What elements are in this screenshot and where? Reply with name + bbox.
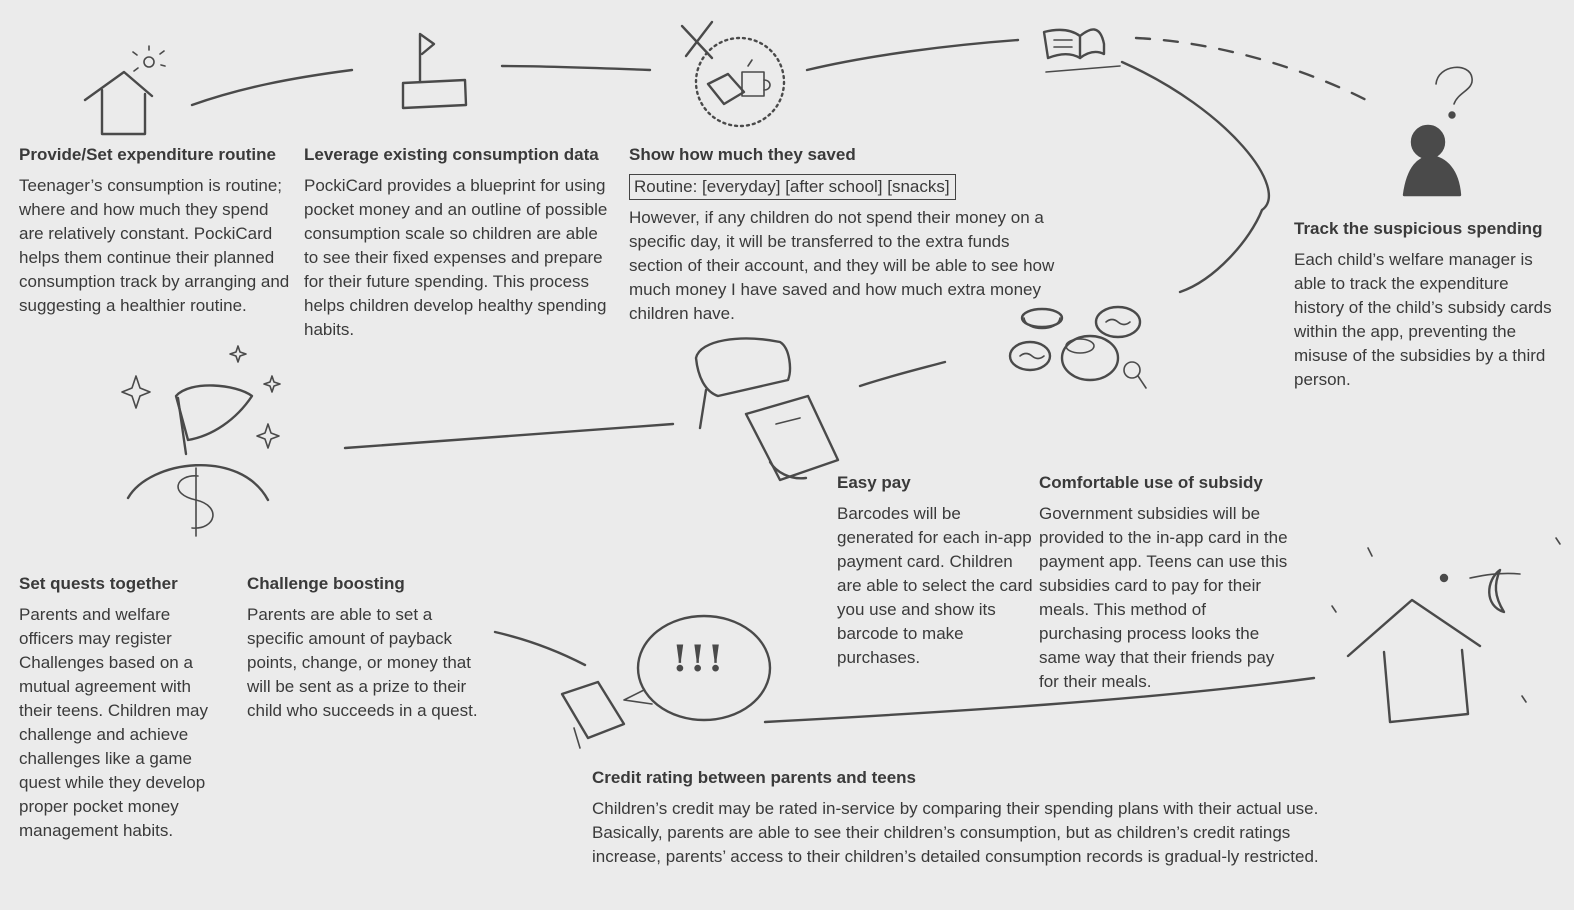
step-body: However, if any children do not spend their money on a specific day, it will be transferred to the extra funds section of their account, and they will be able to see how much money I have saved and how much extra money children have. bbox=[629, 208, 1055, 323]
wallet-card-icon bbox=[696, 339, 838, 480]
house-sun-icon bbox=[85, 46, 165, 134]
step-provide bbox=[19, 145, 294, 318]
step-subsidy bbox=[1039, 473, 1289, 694]
step-title: Challenge boosting bbox=[247, 574, 405, 593]
step-leverage bbox=[304, 145, 614, 342]
step-title: Comfortable use of subsidy bbox=[1039, 473, 1263, 492]
step-track bbox=[1294, 219, 1562, 392]
person-question-icon bbox=[1404, 67, 1472, 195]
connector-line bbox=[495, 632, 585, 665]
step-title: Show how much they saved bbox=[629, 145, 856, 164]
step-saved bbox=[629, 145, 1059, 326]
connector-line bbox=[860, 362, 945, 386]
connector-line bbox=[807, 40, 1018, 70]
exclamation-marks: !!! bbox=[672, 638, 726, 680]
connector-line bbox=[1136, 38, 1374, 104]
routine-tag: Routine: [everyday] [after school] [snacks] bbox=[629, 174, 956, 200]
book-icon bbox=[1044, 29, 1120, 72]
step-easypay bbox=[837, 473, 1033, 670]
step-body: Government subsidies will be provided to the in-app card in the payment app. Teens can use this subsidies card to pay for their meals. This method of purchasing process looks the same way that their friends pay for their meals. bbox=[1039, 504, 1288, 691]
step-title: Provide/Set expenditure routine bbox=[19, 145, 276, 164]
step-boosting bbox=[247, 574, 487, 723]
step-title: Leverage existing consumption data bbox=[304, 145, 599, 164]
step-quests bbox=[19, 574, 224, 843]
flag-icon bbox=[403, 34, 466, 108]
step-body: Parents and welfare officers may register Challenges based on a mutual agreement with their teens. Children may challenge and achieve challenges like a game quest while they develop proper pocket money management habits. bbox=[19, 605, 208, 840]
connector-line bbox=[192, 70, 352, 105]
step-body: Each child’s welfare manager is able to track the expenditure history of the child’s subsidy cards within the app, preventing the misuse of the subsidies by a third person. bbox=[1294, 250, 1552, 389]
house-moon-icon bbox=[1332, 538, 1560, 722]
step-body: Teenager’s consumption is routine; where and how much they spend are relatively constant. PockiCard helps them continue their planned consumption track by arranging and suggesting a healthier routine. bbox=[19, 176, 290, 315]
snacks-icon bbox=[682, 22, 784, 126]
step-title: Track the suspicious spending bbox=[1294, 219, 1543, 238]
quest-medal-icon bbox=[122, 346, 280, 536]
step-title: Easy pay bbox=[837, 473, 911, 492]
step-body: Barcodes will be generated for each in-app payment card. Children are able to select the card you use and show its barcode to make purchases. bbox=[837, 504, 1033, 667]
step-body: PockiCard provides a blueprint for using pocket money and an outline of possible consumption scale so children are able to see their fixed expenses and prepare for their future spending. This process helps children develop healthy spending habits. bbox=[304, 176, 608, 339]
connector-line bbox=[1122, 62, 1269, 292]
step-credit bbox=[592, 768, 1332, 869]
connector-line bbox=[345, 424, 673, 448]
step-body: Children’s credit may be rated in-service by comparing their spending plans with their actual use. Basically, parents are able to see their children’s consumption, but as children’s credit ratings increase, parents’ access to their children’s detailed consumption records is gradual-ly restricted. bbox=[592, 799, 1319, 866]
notification-phone-icon bbox=[562, 616, 770, 748]
step-body: Parents are able to set a specific amount of payback points, change, or money that will be sent as a prize to their child who succeeds in a quest. bbox=[247, 605, 478, 720]
step-title: Credit rating between parents and teens bbox=[592, 768, 917, 787]
connector-line bbox=[502, 66, 650, 70]
step-title: Set quests together bbox=[19, 574, 178, 593]
